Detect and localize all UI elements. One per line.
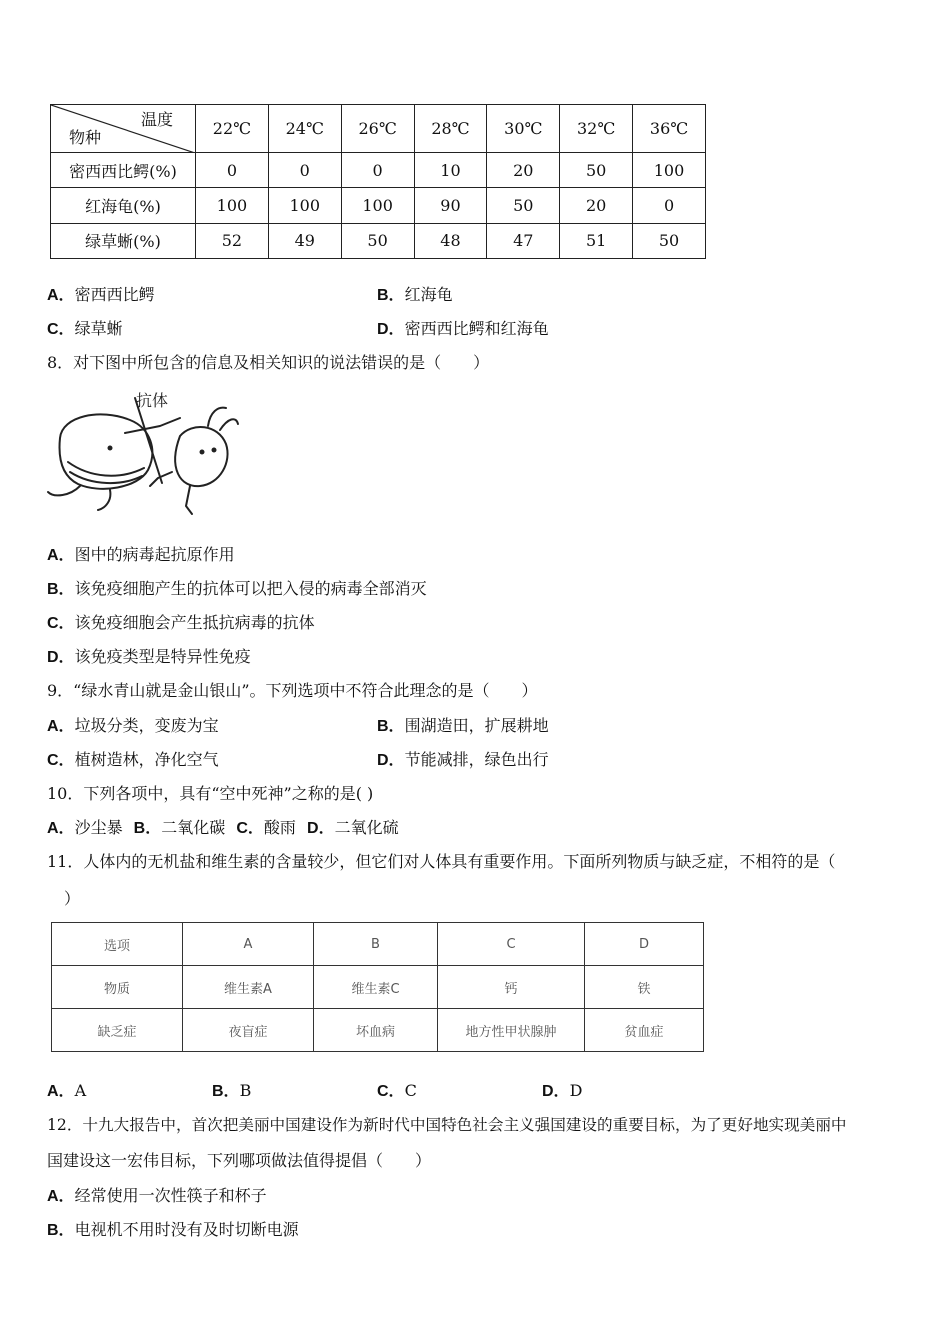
q9-option-a[interactable] <box>47 716 219 737</box>
table-cell: 铁 <box>585 966 704 1009</box>
table-row <box>52 1009 704 1052</box>
value-cell: 51 <box>560 223 633 258</box>
option-text: 植树造林，净化空气 <box>74 750 219 769</box>
option-key: B． <box>47 581 75 598</box>
option-text: 密西西比鳄和红海龟 <box>404 319 549 338</box>
option-key: B． <box>133 820 162 837</box>
option-text: 该免疫细胞产生的抗体可以把入侵的病毒全部消灭 <box>74 579 427 598</box>
option-key: C． <box>47 752 75 769</box>
table-cell: 缺乏症 <box>52 1009 183 1052</box>
option-key: C． <box>47 615 75 632</box>
q7-option-a[interactable] <box>47 285 155 306</box>
value-cell: 48 <box>414 223 487 258</box>
value-cell: 50 <box>487 188 560 223</box>
option-key: A． <box>47 1083 75 1100</box>
table-row <box>51 223 706 258</box>
nutrient-table <box>51 922 704 1052</box>
table-cell: 维生素A <box>183 966 314 1009</box>
q9-option-d[interactable] <box>377 750 549 771</box>
q10-stem: 10．下列各项中，具有“空中死神”之称的是( ) <box>47 784 374 803</box>
virus-body <box>175 427 227 486</box>
value-cell: 52 <box>196 223 269 258</box>
option-text: 绿草蜥 <box>74 319 123 338</box>
q9-stem: 9．“绿水青山就是金山银山”。下列选项中不符合此理念的是（ ） <box>47 681 538 700</box>
q12-stem: 12．十九大报告中，首次把美丽中国建设作为新时代中国特色社会主义强国建设的重要目标，为了更好地实现美丽中 <box>47 1116 847 1134</box>
q7-option-c[interactable] <box>47 319 123 340</box>
q7-option-d[interactable] <box>377 319 549 340</box>
q9-option-b[interactable] <box>377 716 549 737</box>
option-key: B． <box>377 718 405 735</box>
value-cell: 100 <box>196 188 269 223</box>
temp-cell: 36℃ <box>633 105 706 153</box>
header-species: 物种 <box>69 128 102 147</box>
option-text: 图中的病毒起抗原作用 <box>74 545 235 564</box>
value-cell: 0 <box>633 188 706 223</box>
value-cell: 50 <box>341 223 414 258</box>
immune-cell-figure <box>40 388 240 518</box>
q12-option-b[interactable] <box>47 1220 299 1241</box>
value-cell: 100 <box>341 188 414 223</box>
option-text: A <box>74 1081 87 1100</box>
q8-option-b[interactable] <box>47 579 427 600</box>
value-cell: 49 <box>268 223 341 258</box>
table-row <box>51 188 706 223</box>
temp-cell: 30℃ <box>487 105 560 153</box>
temp-cell: 26℃ <box>341 105 414 153</box>
q11-option-b[interactable] <box>212 1081 251 1102</box>
virus-eye <box>212 448 217 453</box>
value-cell: 10 <box>414 153 487 188</box>
row-label: 绿草蜥(%) <box>51 223 196 258</box>
option-key: C． <box>47 321 75 338</box>
cell-right-leg <box>98 490 110 510</box>
q11-stem: 11．人体内的无机盐和维生素的含量较少，但它们对人体具有重要作用。下面所列物质与缺乏症，不相符的是（ <box>47 852 836 871</box>
diagonal-header-cell <box>51 105 196 153</box>
q10-option-b[interactable] <box>134 818 226 837</box>
option-text: 密西西比鳄 <box>74 285 155 304</box>
q11-option-a[interactable] <box>47 1081 86 1102</box>
value-cell: 20 <box>487 153 560 188</box>
table-cell: D <box>585 923 704 966</box>
virus-eye <box>200 450 205 455</box>
table-row <box>51 153 706 188</box>
q12-stem-cont: 国建设这一宏伟目标，下列哪项做法值得提倡（ ） <box>47 1151 432 1170</box>
option-key: C． <box>236 820 264 837</box>
temperature-table <box>50 104 706 259</box>
option-text: 酸雨 <box>263 818 296 837</box>
table-cell: 物质 <box>52 966 183 1009</box>
q8-option-c[interactable] <box>47 613 315 634</box>
value-cell: 100 <box>633 153 706 188</box>
q11-option-d[interactable] <box>542 1081 582 1102</box>
option-key: D． <box>542 1083 570 1100</box>
option-text: 经常使用一次性筷子和杯子 <box>74 1186 267 1205</box>
cell-eye <box>108 446 113 451</box>
header-temperature: 温度 <box>140 110 173 129</box>
option-text: 节能减排，绿色出行 <box>404 750 549 769</box>
virus-horn-left <box>208 408 226 426</box>
cell-belt <box>68 462 144 476</box>
value-cell: 90 <box>414 188 487 223</box>
temp-cell: 32℃ <box>560 105 633 153</box>
option-text: 二氧化硫 <box>334 818 399 837</box>
option-text: 沙尘暴 <box>74 818 123 837</box>
q11-option-c[interactable] <box>377 1081 417 1102</box>
option-key: A． <box>47 547 75 564</box>
value-cell: 100 <box>268 188 341 223</box>
option-key: A． <box>47 1188 75 1205</box>
q10-option-a[interactable] <box>47 818 123 837</box>
row-label: 红海龟(%) <box>51 188 196 223</box>
q9-option-c[interactable] <box>47 750 219 771</box>
table-cell: 钙 <box>438 966 585 1009</box>
table-cell: 维生素C <box>314 966 438 1009</box>
virus-leg-left <box>186 486 192 514</box>
temp-cell: 28℃ <box>414 105 487 153</box>
value-cell: 20 <box>560 188 633 223</box>
table-row <box>52 966 704 1009</box>
option-text: 垃圾分类，变废为宝 <box>74 716 219 735</box>
q12-option-a[interactable] <box>47 1186 267 1207</box>
value-cell: 47 <box>487 223 560 258</box>
option-key: C． <box>377 1083 405 1100</box>
option-key: D． <box>377 321 405 338</box>
temp-cell: 22℃ <box>196 105 269 153</box>
option-key: B． <box>377 287 405 304</box>
option-text: D <box>569 1081 583 1100</box>
value-cell: 0 <box>268 153 341 188</box>
option-text: 电视机不用时没有及时切断电源 <box>74 1220 299 1239</box>
row-label: 密西西比鳄(%) <box>51 153 196 188</box>
option-key: A． <box>47 287 75 304</box>
option-text: 该免疫细胞会产生抵抗病毒的抗体 <box>74 613 315 632</box>
value-cell: 50 <box>633 223 706 258</box>
option-key: D． <box>47 649 75 666</box>
table-cell: 坏血病 <box>314 1009 438 1052</box>
option-key: B． <box>47 1222 75 1239</box>
option-text: 该免疫类型是特异性免疫 <box>74 647 251 666</box>
table-cell: A <box>183 923 314 966</box>
q10-option-c[interactable] <box>236 818 296 837</box>
q11-stem-cont: ） <box>64 889 81 908</box>
table-cell: 贫血症 <box>585 1009 704 1052</box>
q8-option-a[interactable] <box>47 545 235 566</box>
table-cell: 地方性甲状腺肿 <box>438 1009 585 1052</box>
option-text: C <box>404 1081 417 1100</box>
q8-option-d[interactable] <box>47 647 251 668</box>
q10-options-line <box>47 818 399 839</box>
option-text: 红海龟 <box>404 285 453 304</box>
option-text: 围湖造田，扩展耕地 <box>404 716 549 735</box>
virus-horn-right <box>220 419 238 430</box>
table-cell: 夜盲症 <box>183 1009 314 1052</box>
option-text: 二氧化碳 <box>161 818 226 837</box>
value-cell: 50 <box>560 153 633 188</box>
table-cell: 选项 <box>52 923 183 966</box>
cell-arm <box>125 418 180 433</box>
option-key: D． <box>377 752 405 769</box>
option-key: D． <box>307 820 335 837</box>
table-cell: B <box>314 923 438 966</box>
option-text: B <box>239 1081 252 1100</box>
option-key: A． <box>47 718 75 735</box>
table-cell: C <box>438 923 585 966</box>
q8-stem: 8．对下图中所包含的信息及相关知识的说法错误的是（ ） <box>47 353 490 372</box>
option-key: B． <box>212 1083 240 1100</box>
table-row <box>52 923 704 966</box>
antibody-label: 抗体 <box>136 391 169 410</box>
q10-option-d[interactable] <box>307 818 399 837</box>
temp-cell: 24℃ <box>268 105 341 153</box>
value-cell: 0 <box>341 153 414 188</box>
value-cell: 0 <box>196 153 269 188</box>
cell-left-leg <box>48 486 80 495</box>
option-key: A． <box>47 820 75 837</box>
q7-option-b[interactable] <box>377 285 453 306</box>
